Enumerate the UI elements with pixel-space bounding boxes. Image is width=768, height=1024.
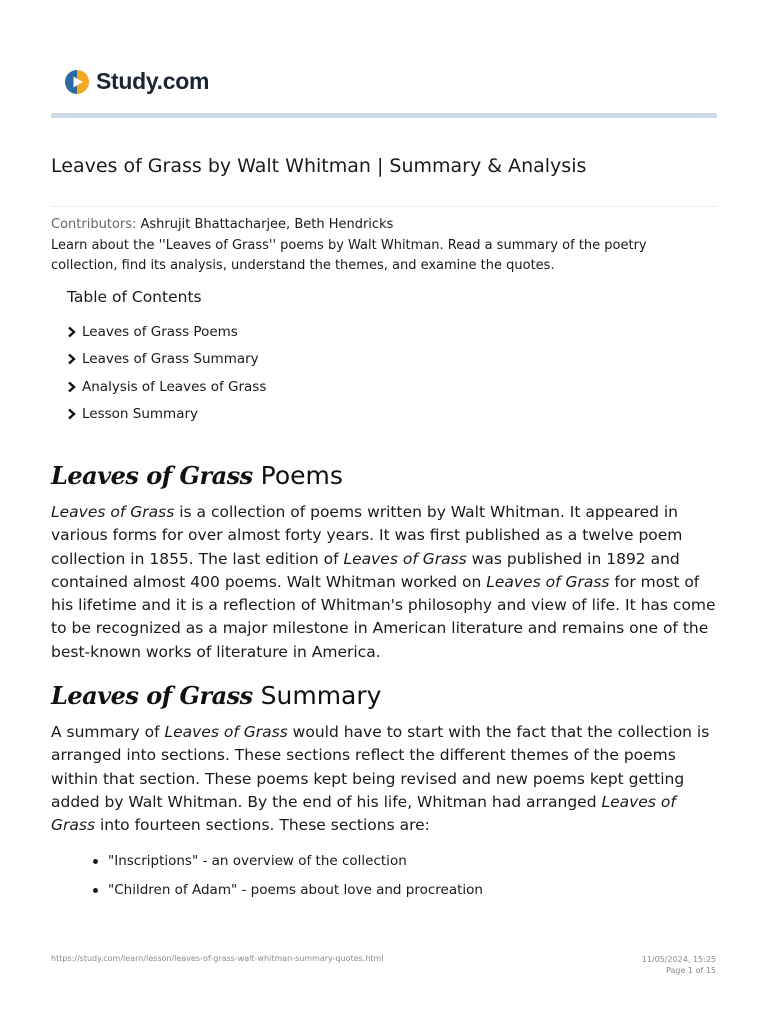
section-heading-title: Leaves of Grass	[51, 461, 253, 490]
toc-item-label: Leaves of Grass Summary	[82, 351, 259, 368]
sections-bullet-list	[90, 850, 483, 908]
footer-page-number: Page 1 of 15	[666, 966, 716, 975]
contributors	[51, 217, 393, 232]
italic-title: Leaves of Grass	[343, 549, 467, 568]
toc-item[interactable]	[67, 373, 266, 401]
footer-meta	[642, 954, 716, 976]
toc-item[interactable]	[67, 318, 266, 346]
contributors-label: Contributors:	[51, 217, 137, 232]
toc-item[interactable]	[67, 401, 266, 429]
page-title: Leaves of Grass by Walt Whitman | Summary & Analysis	[51, 155, 587, 177]
section-heading-suffix: Poems	[260, 461, 343, 490]
list-item: "Children of Adam" - poems about love and procreation	[90, 879, 483, 908]
section-heading-poems	[51, 461, 343, 490]
italic-title: Leaves of Grass	[51, 503, 175, 521]
chevron-right-icon	[67, 381, 77, 393]
footer-datetime: 11/05/2024, 15:25	[641, 955, 716, 964]
italic-title: Leaves of Grass	[51, 792, 676, 835]
section-heading-summary	[51, 681, 381, 710]
chevron-right-icon	[67, 408, 77, 420]
toc-item[interactable]	[67, 346, 266, 374]
contributors-names: Ashrujit Bhattacharjee, Beth Hendricks	[140, 217, 394, 232]
toc-item-label: Leaves of Grass Poems	[82, 323, 238, 340]
play-logo-icon	[64, 69, 90, 95]
toc-item-label: Lesson Summary	[82, 406, 199, 423]
toc-heading: Table of Contents	[67, 288, 202, 306]
brand-name: Study.com	[96, 68, 210, 94]
header-divider	[51, 113, 717, 118]
lesson-description: Learn about the ''Leaves of Grass'' poems by Walt Whitman. Read a summary of the poetry collection, find its analysis, understand the themes, and examine the quotes.	[51, 238, 647, 273]
section-paragraph-poems: Leaves of Grass is a collection of poems written by Walt Whitman. It appeared in various forms for over almost forty years. It was first published as a twelve poem collection in 1855. The last edition of Leaves of Grass was published in 1892 and contained almost 400 poems. Walt Whitman worked on Leaves of Grass for most of his lifetime and it is a reflection of Whitman's philosophy and view of life. It has come to be recognized as a major milestone in American literature and remains one of the best-known works of literature in America.	[51, 503, 716, 661]
section-heading-suffix: Summary	[260, 681, 382, 710]
section-paragraph-summary: A summary of Leaves of Grass would have to start with the fact that the collection is arranged into sections. These sections reflect the different themes of the poems within that section. These poems kept being revised and new poems kept getting added by Walt Whitman. By the end of his life, Whitman had arranged Leaves of Grass into fourteen sections. These sections are:	[51, 723, 710, 835]
title-divider	[51, 206, 717, 207]
toc-item-label: Analysis of Leaves of Grass	[82, 378, 267, 395]
chevron-right-icon	[67, 326, 77, 338]
study-com-logo[interactable]	[64, 68, 209, 95]
chevron-right-icon	[67, 353, 77, 365]
section-heading-title: Leaves of Grass	[51, 681, 253, 710]
footer-url: https://study.com/learn/lesson/leaves-of-grass-walt-whitman-summary-quotes.html	[51, 954, 384, 963]
italic-title: Leaves of Grass	[164, 723, 288, 741]
italic-title: Leaves of Grass	[486, 572, 610, 591]
toc-list	[67, 318, 266, 428]
list-item: "Inscriptions" - an overview of the collection	[90, 850, 483, 879]
